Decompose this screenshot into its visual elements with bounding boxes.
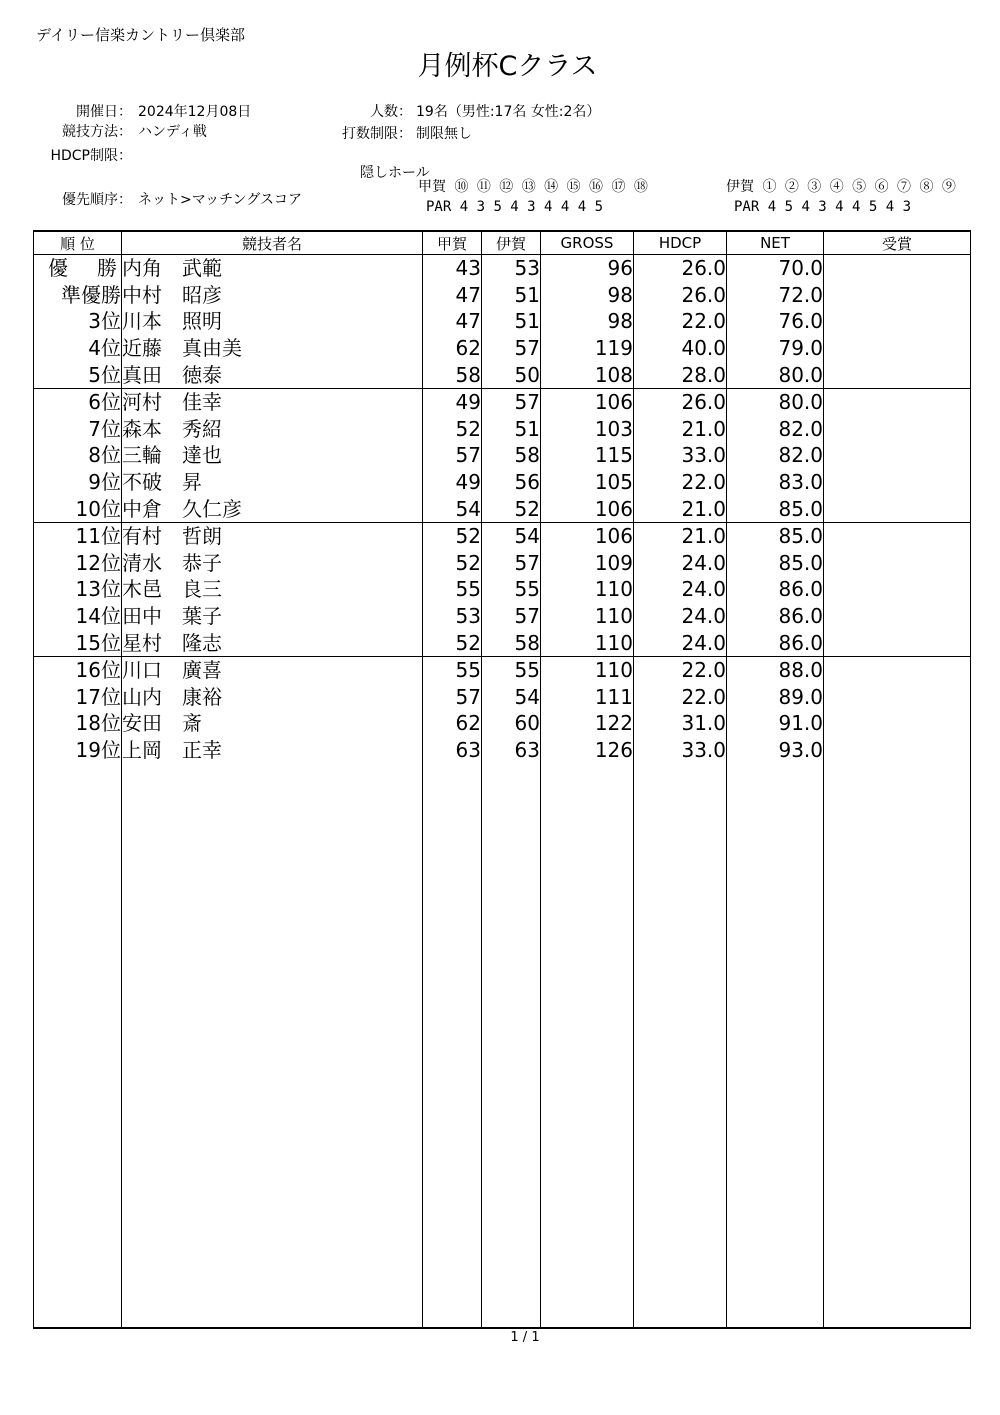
empty-cell: [34, 763, 122, 1328]
col-hdcp: HDCP: [634, 231, 727, 255]
cell-gross: 106: [541, 495, 634, 522]
cell-rank: 13位: [34, 576, 122, 603]
cell-award: [824, 710, 971, 737]
cell-gross: 106: [541, 522, 634, 549]
cell-hdcp: 22.0: [634, 308, 727, 335]
table-row: [34, 335, 971, 362]
cell-hdcp: 33.0: [634, 737, 727, 764]
cell-in: 55: [482, 656, 541, 683]
cell-name: 有村 哲朗: [122, 522, 423, 549]
course2-par-label: PAR: [734, 199, 760, 215]
cell-gross: 111: [541, 684, 634, 711]
cell-award: [824, 629, 971, 656]
cell-net: 76.0: [727, 308, 824, 335]
cell-net: 85.0: [727, 522, 824, 549]
table-row: [34, 576, 971, 603]
cell-in: 57: [482, 550, 541, 577]
cell-rank: 5位: [34, 361, 122, 388]
course1-pars: [426, 200, 603, 215]
cell-out: 49: [423, 388, 482, 415]
cell-rank: 12位: [34, 550, 122, 577]
table-row: [34, 629, 971, 656]
col-award: 受賞: [824, 231, 971, 255]
cell-rank: 15位: [34, 629, 122, 656]
cell-gross: 98: [541, 282, 634, 309]
cell-in: 51: [482, 416, 541, 443]
course1-holes: [418, 180, 648, 195]
table-row: [34, 684, 971, 711]
page-title: 月例杯Cクラス: [417, 51, 598, 82]
cell-net: 82.0: [727, 416, 824, 443]
cell-hdcp: 26.0: [634, 388, 727, 415]
cell-in: 55: [482, 576, 541, 603]
course1-name: 甲賀: [418, 179, 446, 195]
course2-par-values: 4 5 4 3 4 4 5 4 3: [767, 199, 912, 215]
cell-hdcp: 26.0: [634, 255, 727, 282]
cell-rank: 3位: [34, 308, 122, 335]
course1-hole-numbers: ⑩ ⑪ ⑫ ⑬ ⑭ ⑮ ⑯ ⑰ ⑱: [454, 179, 648, 195]
table-row: [34, 656, 971, 683]
col-name: 競技者名: [122, 231, 423, 255]
cell-in: 57: [482, 603, 541, 630]
cell-award: [824, 416, 971, 443]
cell-in: 60: [482, 710, 541, 737]
course2-holes: [726, 180, 956, 195]
cell-name: 森本 秀紹: [122, 416, 423, 443]
cell-net: 82.0: [727, 442, 824, 469]
table-row: [34, 388, 971, 415]
cell-award: [824, 656, 971, 683]
table-row: [34, 308, 971, 335]
cell-name: 山内 康裕: [122, 684, 423, 711]
cell-gross: 110: [541, 656, 634, 683]
cell-award: [824, 442, 971, 469]
course2-pars: [734, 200, 911, 215]
limit-label: 打数制限：: [342, 126, 412, 142]
cell-out: 55: [423, 656, 482, 683]
hidden-holes-label: 隠しホール: [360, 165, 430, 181]
cell-gross: 105: [541, 469, 634, 496]
cell-hdcp: 40.0: [634, 335, 727, 362]
date-label: 開催日：: [76, 104, 132, 120]
cell-out: 62: [423, 335, 482, 362]
cell-award: [824, 282, 971, 309]
cell-in: 58: [482, 442, 541, 469]
cell-rank: 18位: [34, 710, 122, 737]
cell-name: 中村 昭彦: [122, 282, 423, 309]
cell-out: 47: [423, 282, 482, 309]
cell-award: [824, 361, 971, 388]
cell-out: 52: [423, 629, 482, 656]
empty-cell: [541, 763, 634, 1328]
table-row: [34, 603, 971, 630]
cell-gross: 108: [541, 361, 634, 388]
count-label: 人数：: [370, 104, 412, 120]
table-row: [34, 442, 971, 469]
cell-gross: 115: [541, 442, 634, 469]
cell-in: 63: [482, 737, 541, 764]
cell-net: 83.0: [727, 469, 824, 496]
date-value: 2024年12月08日: [138, 104, 252, 120]
cell-in: 57: [482, 335, 541, 362]
cell-net: 70.0: [727, 255, 824, 282]
cell-award: [824, 469, 971, 496]
cell-name: 真田 徳泰: [122, 361, 423, 388]
cell-out: 47: [423, 308, 482, 335]
cell-in: 51: [482, 282, 541, 309]
cell-gross: 126: [541, 737, 634, 764]
table-row: [34, 710, 971, 737]
col-out: 甲賀: [423, 231, 482, 255]
cell-hdcp: 31.0: [634, 710, 727, 737]
course1-par-values: 4 3 5 4 3 4 4 4 5: [459, 199, 604, 215]
results-table: [33, 230, 971, 1329]
cell-gross: 110: [541, 629, 634, 656]
cell-net: 85.0: [727, 495, 824, 522]
cell-name: 不破 昇: [122, 469, 423, 496]
cell-out: 55: [423, 576, 482, 603]
course2-hole-numbers: ① ② ③ ④ ⑤ ⑥ ⑦ ⑧ ⑨: [762, 179, 956, 195]
cell-rank: 4位: [34, 335, 122, 362]
cell-award: [824, 335, 971, 362]
cell-name: 三輪 達也: [122, 442, 423, 469]
cell-name: 上岡 正幸: [122, 737, 423, 764]
cell-in: 54: [482, 522, 541, 549]
cell-in: 54: [482, 684, 541, 711]
cell-award: [824, 495, 971, 522]
cell-net: 72.0: [727, 282, 824, 309]
table-row: [34, 416, 971, 443]
cell-name: 木邑 良三: [122, 576, 423, 603]
cell-in: 51: [482, 308, 541, 335]
empty-cell: [482, 763, 541, 1328]
cell-hdcp: 21.0: [634, 416, 727, 443]
cell-out: 43: [423, 255, 482, 282]
cell-out: 53: [423, 603, 482, 630]
cell-rank: 11位: [34, 522, 122, 549]
priority-label: 優先順序：: [62, 192, 132, 208]
cell-hdcp: 28.0: [634, 361, 727, 388]
col-rank: 順 位: [34, 231, 122, 255]
cell-rank: 10位: [34, 495, 122, 522]
cell-award: [824, 388, 971, 415]
cell-gross: 109: [541, 550, 634, 577]
cell-gross: 98: [541, 308, 634, 335]
cell-rank: 準優勝: [34, 282, 122, 309]
cell-gross: 96: [541, 255, 634, 282]
cell-name: 河村 佳幸: [122, 388, 423, 415]
cell-award: [824, 684, 971, 711]
count-value: 19名（男性:17名 女性:2名）: [416, 104, 601, 120]
cell-name: 田中 葉子: [122, 603, 423, 630]
table-row: [34, 469, 971, 496]
table-row: [34, 737, 971, 764]
cell-hdcp: 21.0: [634, 495, 727, 522]
cell-in: 52: [482, 495, 541, 522]
cell-gross: 122: [541, 710, 634, 737]
cell-hdcp: 26.0: [634, 282, 727, 309]
cell-net: 80.0: [727, 388, 824, 415]
col-in: 伊賀: [482, 231, 541, 255]
table-header-row: [34, 231, 971, 255]
cell-hdcp: 22.0: [634, 656, 727, 683]
empty-cell: [727, 763, 824, 1328]
cell-net: 91.0: [727, 710, 824, 737]
cell-rank: 8位: [34, 442, 122, 469]
cell-out: 62: [423, 710, 482, 737]
cell-rank: 19位: [34, 737, 122, 764]
cell-rank: 6位: [34, 388, 122, 415]
cell-name: 川口 廣喜: [122, 656, 423, 683]
cell-gross: 110: [541, 603, 634, 630]
cell-out: 54: [423, 495, 482, 522]
cell-hdcp: 33.0: [634, 442, 727, 469]
cell-net: 86.0: [727, 576, 824, 603]
cell-hdcp: 24.0: [634, 629, 727, 656]
cell-net: 86.0: [727, 603, 824, 630]
cell-award: [824, 737, 971, 764]
cell-hdcp: 22.0: [634, 684, 727, 711]
empty-cell: [423, 763, 482, 1328]
cell-rank: 17位: [34, 684, 122, 711]
cell-name: 川本 照明: [122, 308, 423, 335]
cell-out: 57: [423, 684, 482, 711]
cell-name: 星村 隆志: [122, 629, 423, 656]
cell-in: 50: [482, 361, 541, 388]
cell-rank: 優 勝: [34, 255, 122, 282]
priority-value: ネット>マッチングスコア: [138, 192, 303, 208]
club-name: デイリー信楽カントリー倶楽部: [36, 26, 245, 44]
cell-in: 56: [482, 469, 541, 496]
cell-net: 86.0: [727, 629, 824, 656]
cell-out: 49: [423, 469, 482, 496]
cell-rank: 16位: [34, 656, 122, 683]
empty-cell: [634, 763, 727, 1328]
cell-award: [824, 522, 971, 549]
limit-value: 制限無し: [416, 126, 472, 142]
cell-award: [824, 603, 971, 630]
cell-gross: 106: [541, 388, 634, 415]
table-row: [34, 361, 971, 388]
cell-hdcp: 21.0: [634, 522, 727, 549]
table-empty-area: [34, 763, 971, 1328]
cell-net: 85.0: [727, 550, 824, 577]
cell-award: [824, 576, 971, 603]
cell-hdcp: 24.0: [634, 603, 727, 630]
cell-name: 中倉 久仁彦: [122, 495, 423, 522]
cell-name: 内角 武範: [122, 255, 423, 282]
cell-out: 57: [423, 442, 482, 469]
table-row: [34, 522, 971, 549]
cell-award: [824, 255, 971, 282]
cell-out: 52: [423, 416, 482, 443]
cell-award: [824, 550, 971, 577]
hdcp-limit-label: HDCP制限：: [50, 148, 132, 164]
method-value: ハンディ戦: [138, 124, 207, 140]
cell-out: 63: [423, 737, 482, 764]
cell-name: 清水 恭子: [122, 550, 423, 577]
course2-name: 伊賀: [726, 179, 754, 195]
table-row: [34, 550, 971, 577]
method-label: 競技方法：: [62, 124, 132, 140]
course1-par-label: PAR: [426, 199, 452, 215]
cell-hdcp: 24.0: [634, 550, 727, 577]
cell-net: 89.0: [727, 684, 824, 711]
table-row: [34, 282, 971, 309]
cell-gross: 119: [541, 335, 634, 362]
cell-name: 安田 斎: [122, 710, 423, 737]
cell-out: 52: [423, 522, 482, 549]
cell-net: 80.0: [727, 361, 824, 388]
cell-out: 58: [423, 361, 482, 388]
cell-award: [824, 308, 971, 335]
col-gross: GROSS: [541, 231, 634, 255]
cell-rank: 9位: [34, 469, 122, 496]
cell-net: 88.0: [727, 656, 824, 683]
cell-hdcp: 24.0: [634, 576, 727, 603]
cell-gross: 103: [541, 416, 634, 443]
cell-in: 53: [482, 255, 541, 282]
cell-net: 93.0: [727, 737, 824, 764]
cell-in: 58: [482, 629, 541, 656]
cell-rank: 7位: [34, 416, 122, 443]
table-row: [34, 255, 971, 282]
cell-hdcp: 22.0: [634, 469, 727, 496]
page-number: 1 / 1: [510, 1330, 540, 1345]
table-row: [34, 495, 971, 522]
empty-cell: [824, 763, 971, 1328]
cell-in: 57: [482, 388, 541, 415]
cell-out: 52: [423, 550, 482, 577]
cell-name: 近藤 真由美: [122, 335, 423, 362]
empty-cell: [122, 763, 423, 1328]
cell-net: 79.0: [727, 335, 824, 362]
col-net: NET: [727, 231, 824, 255]
cell-gross: 110: [541, 576, 634, 603]
cell-rank: 14位: [34, 603, 122, 630]
